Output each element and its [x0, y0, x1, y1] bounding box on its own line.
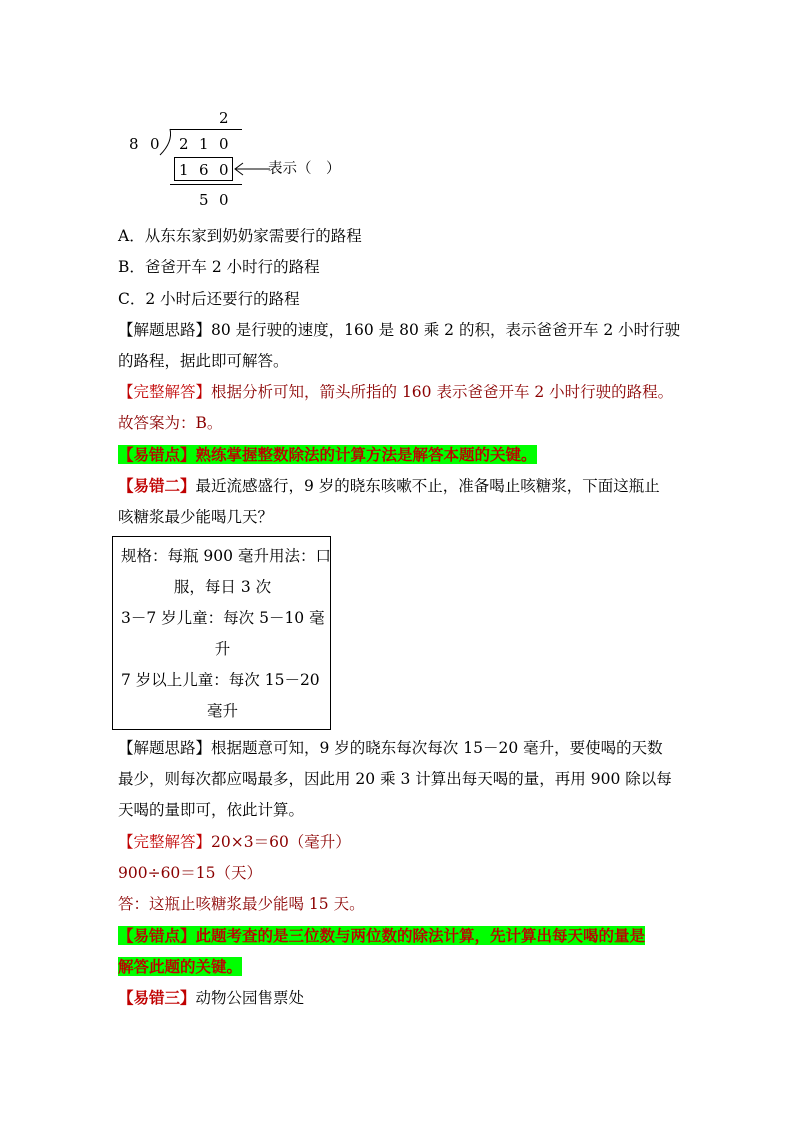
q1-thinking: 【解题思路】80 是行驶的速度，160 是 80 乘 2 的积，表示爸爸开车 2 小时行驶	[118, 321, 681, 339]
answer-tag: 【完整解答】	[118, 833, 212, 851]
q3-title-tag: 【易错三】	[118, 988, 196, 1007]
q1-answer: 【完整解答】根据分析可知，箭头所指的 160 表示爸爸开车 2 小时行驶的路程。	[118, 383, 674, 401]
q2-title-tag: 【易错二】	[118, 476, 196, 495]
q2-key-point: 【易错点】此题考查的是三位数与两位数的除法计算，先计算出每天喝的量是	[118, 926, 646, 945]
q3-title: 【易错三】动物公园售票处	[118, 988, 305, 1007]
option-a: A．从东东家到奶奶家需要行的路程	[118, 227, 362, 245]
thinking-tag: 【解题思路】	[118, 739, 212, 757]
quotient-digit: 2	[219, 109, 229, 127]
box-line: 服，每日 3 次	[173, 578, 272, 596]
dividend-digit: 0	[219, 135, 229, 153]
arrow-label: 表示（ ）	[268, 161, 341, 177]
box-line: 7 岁以上儿童：每次 15－20	[121, 671, 320, 689]
box-line: 3－7 岁儿童：每次 5－10 毫	[121, 609, 325, 627]
box-line: 升	[214, 640, 231, 658]
q1-thinking-cont: 的路程，据此即可解答。	[118, 352, 289, 370]
option-c: C．2 小时后还要行的路程	[118, 290, 300, 308]
q2-title-cont: 咳糖浆最少能喝几天？	[118, 508, 274, 526]
answer-tag: 【完整解答】	[118, 383, 212, 401]
division-bar	[170, 129, 242, 130]
product-digit: 0	[219, 161, 229, 179]
box-line: 规格：每瓶 900 毫升用法：口	[121, 547, 331, 565]
product-digit: 6	[199, 161, 209, 179]
thinking-tag: 【解题思路】	[118, 321, 212, 339]
q2-key-point-cont: 解答此题的关键。	[118, 957, 243, 976]
product-digit: 1	[179, 161, 189, 179]
dividend-digit: 2	[179, 135, 189, 153]
subtraction-line	[170, 184, 242, 185]
option-b: B．爸爸开车 2 小时行的路程	[118, 258, 320, 276]
q2-title: 【易错二】最近流感盛行，9 岁的晓东咳嗽不止，准备喝止咳糖浆，下面这瓶止	[118, 476, 660, 495]
divisor-digit: 8	[129, 135, 139, 153]
remainder-digit: 0	[219, 191, 229, 209]
q2-answer: 【完整解答】20×3＝60（毫升）	[118, 833, 351, 851]
box-line: 毫升	[206, 702, 238, 720]
arrow-left-icon	[233, 162, 271, 176]
q1-key-point: 【易错点】熟练掌握整数除法的计算方法是解答本题的关键。	[118, 445, 537, 464]
divisor-digit: 0	[150, 135, 160, 153]
q2-thinking-cont: 最少，则每次都应喝最多，因此用 20 乘 3 计算出每天喝的量，再用 900 除以每	[118, 770, 672, 788]
medicine-label-box	[112, 536, 331, 730]
q2-answer-cont: 答：这瓶止咳糖浆最少能喝 15 天。	[118, 895, 365, 913]
q2-thinking: 【解题思路】根据题意可知，9 岁的晓东每次每次 15－20 毫升，要使喝的天数	[118, 739, 663, 757]
q2-thinking-cont: 天喝的量即可，依此计算。	[118, 801, 305, 819]
remainder-digit: 5	[199, 191, 209, 209]
division-bracket	[158, 128, 174, 156]
dividend-digit: 1	[199, 135, 209, 153]
q2-answer-cont: 900÷60＝15（天）	[118, 864, 263, 882]
q1-answer-cont: 故答案为：B。	[118, 414, 223, 432]
